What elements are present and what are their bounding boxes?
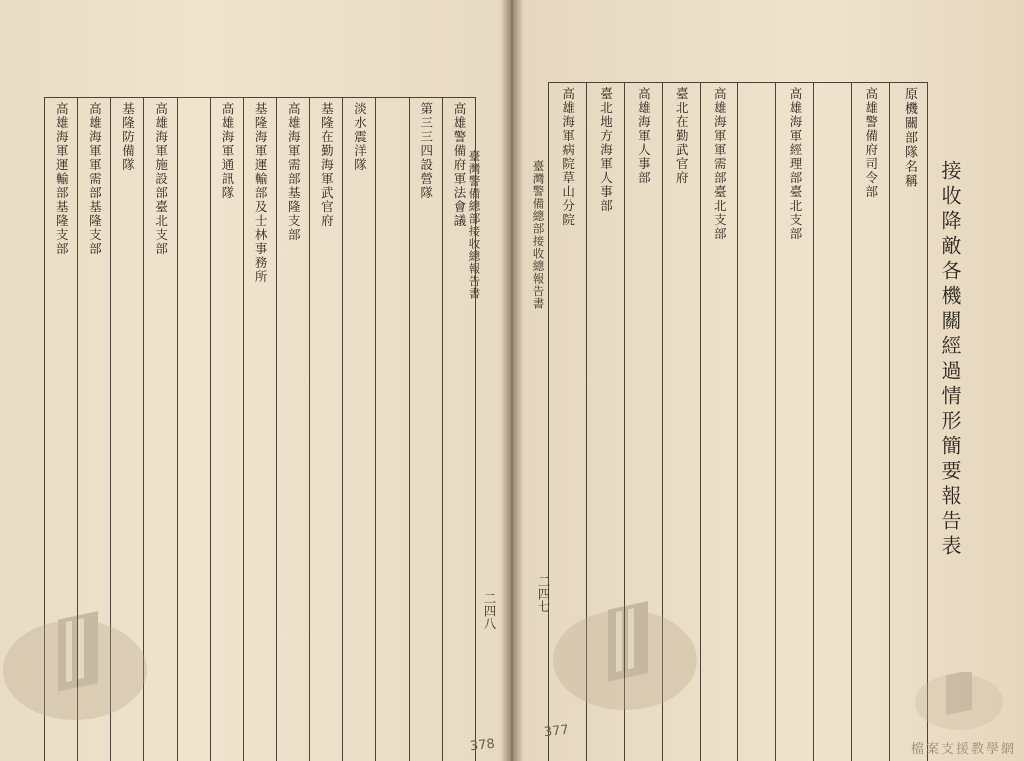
left-cell-unit-text: 基隆海軍運輸部及士林事務所 <box>253 102 269 284</box>
left-cell-unit <box>310 98 343 761</box>
right-cell-unit <box>852 83 890 761</box>
left-cell-unit-text: 基隆在勤海軍武官府 <box>319 102 335 228</box>
left-cell-unit-text: 高雄海軍運輸部基隆支部 <box>54 102 70 256</box>
document-title: 接收降敵各機關經過情形簡要報告表 <box>938 160 962 560</box>
left-handwritten-number: 378 <box>469 736 496 755</box>
right-cell-unit-text: 高雄海軍病院草山分院 <box>560 87 576 227</box>
left-running-head: 臺灣警備總部接收總報告書 <box>467 150 482 300</box>
right-cell-unit <box>776 83 814 761</box>
right-page-number: 二四七 <box>536 575 551 613</box>
left-cell-unit-text: 基隆防備隊 <box>120 102 136 172</box>
right-cell-unit-text: 高雄海軍人事部 <box>636 87 652 185</box>
right-cell-unit-text: 高雄警備府司令部 <box>863 87 879 199</box>
watermark-book-icon-right <box>550 600 700 720</box>
left-cell-unit <box>376 98 409 761</box>
left-cell-unit-text: 高雄海軍施設部臺北支部 <box>153 102 169 256</box>
right-cell-unit <box>814 83 852 761</box>
left-cell-unit <box>442 98 475 761</box>
right-cell-unit <box>738 83 776 761</box>
right-cell-unit <box>700 83 738 761</box>
left-cell-unit-text: 淡水震洋隊 <box>352 102 368 172</box>
left-cell-unit-text: 第三三四設營隊 <box>418 102 434 200</box>
right-page <box>514 0 1024 761</box>
right-cell-unit-text: 臺北地方海軍人事部 <box>598 87 614 213</box>
left-cell-unit <box>243 98 276 761</box>
left-cell-unit-text: 高雄海軍通訊隊 <box>219 102 235 200</box>
right-handwritten-number: 377 <box>543 722 570 741</box>
right-cell-unit-text: 高雄海軍經理部臺北支部 <box>787 87 803 241</box>
right-cell-unit-text: 臺北在勤武官府 <box>674 87 690 185</box>
left-page-number: 二四八 <box>482 592 497 630</box>
left-cell-unit-text: 高雄海軍軍需部基隆支部 <box>87 102 103 256</box>
watermark-book-icon-left <box>0 610 150 730</box>
left-cell-unit <box>276 98 309 761</box>
left-cell-unit <box>210 98 243 761</box>
left-cell-unit <box>177 98 210 761</box>
right-header-unit <box>890 83 928 761</box>
left-cell-unit <box>343 98 376 761</box>
right-running-head: 臺灣警備總部接收總報告書 <box>531 160 546 310</box>
left-cell-unit-text: 高雄海軍需部基隆支部 <box>286 102 302 242</box>
watermark-text: 檔案支援教學網 <box>910 742 1016 757</box>
left-cell-unit-text: 高雄警備府軍法會議 <box>452 102 468 228</box>
right-cell-unit-text: 高雄海軍軍需部臺北支部 <box>712 87 728 241</box>
right-header-unit-text: 原機關部隊名稱 <box>901 87 917 189</box>
watermark-logo-icon <box>914 672 1004 732</box>
left-cell-unit <box>409 98 442 761</box>
left-page <box>0 0 508 761</box>
